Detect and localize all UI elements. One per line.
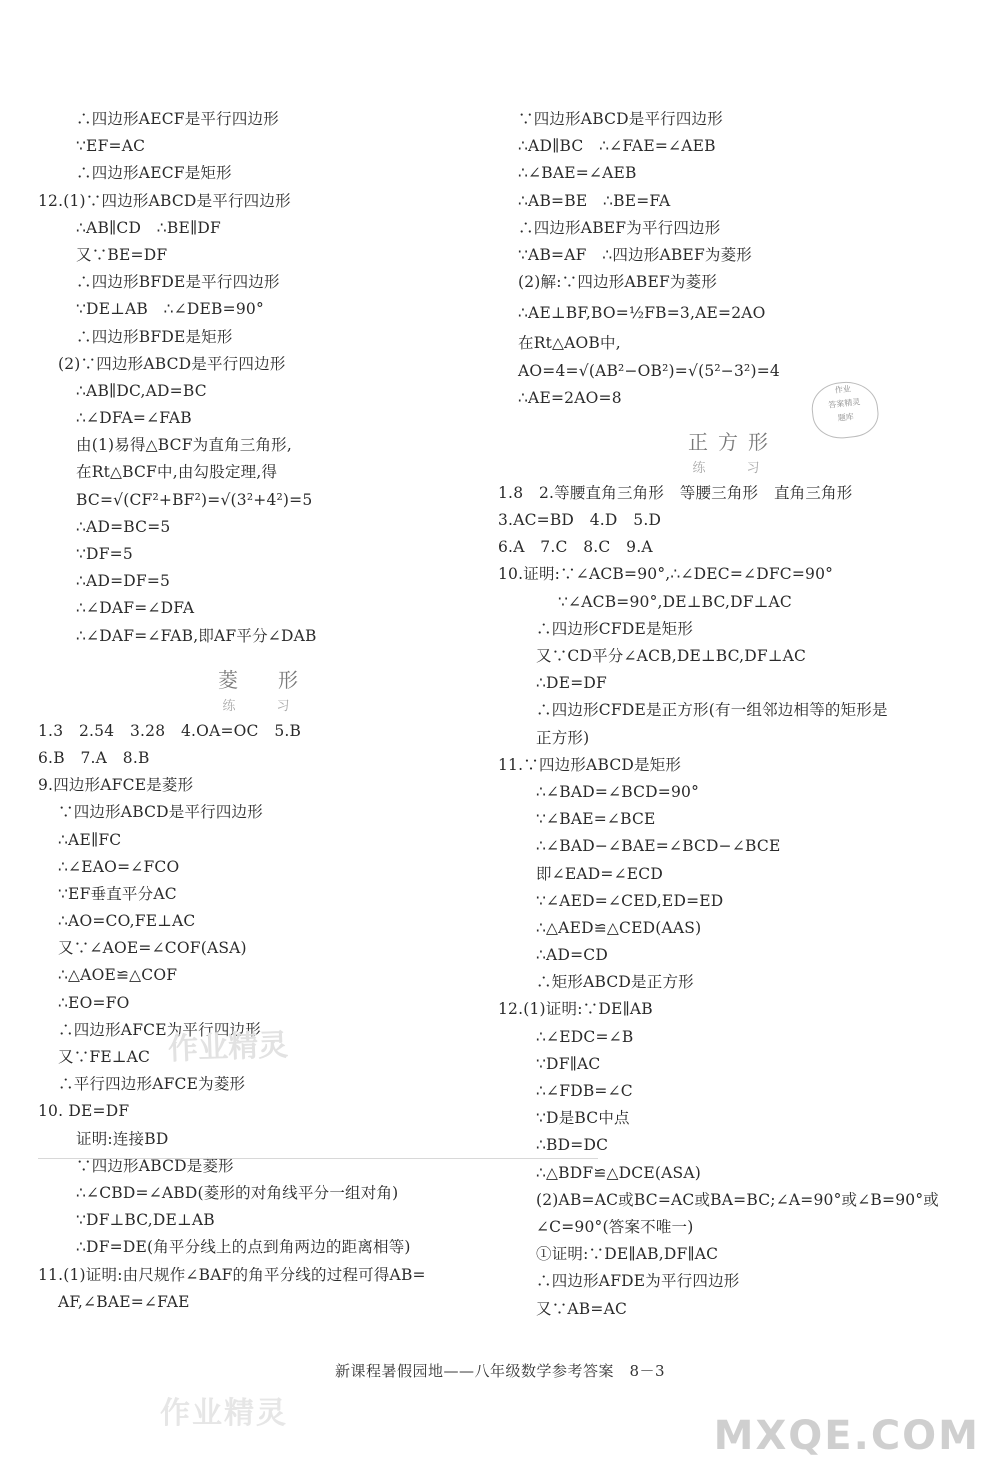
answer-line: ∴AB∥CD ∴BE∥DF [76,218,221,237]
answer-line: 由(1)易得△BCF为直角三角形, [76,436,292,455]
answer-line: ∴四边形BFDE是平行四边形 [76,273,280,292]
answer-line: 又∵∠AOE=∠COF(ASA) [58,939,247,958]
answer-line: (2)∵四边形ABCD是平行四边形 [58,354,286,373]
answer-line: ∴四边形CFDE是正方形(有一组邻边相等的矩形是 [536,701,888,720]
answer-line: ∵EF=AC [76,137,146,156]
answer-line: ∴△AOE≌△COF [58,966,178,985]
answer-line: 又∵CD平分∠ACB,DE⊥BC,DF⊥AC [536,647,807,665]
answer-line: 又∵FE⊥AC [58,1048,151,1066]
answer-line: ∵四边形ABCD是平行四边形 [518,110,723,128]
answer-line: (2)AB=AC或BC=AC或BA=BC;∠A=90°或∠B=90°或 [536,1190,939,1209]
answer-line: ∵DE⊥AB ∴∠DEB=90° [76,300,264,319]
page-footer: 新课程暑假园地——八年级数学参考答案 8－3 [334,1362,666,1380]
answer-line: ∵AB=AF ∴四边形ABEF为菱形 [518,245,752,264]
answer-line: ∴∠CBD=∠ABD(菱形的对角线平分一组对角) [76,1183,399,1202]
answer-line: ∴DE=DF [536,674,607,693]
answer-line: 12.(1)证明:∵DE∥AB [498,1000,653,1019]
answer-line: ∵EF垂直平分AC [58,884,177,903]
answer-line: ∴AD=CD [536,946,608,965]
answer-line: 6.A 7.C 8.C 9.A [498,538,653,557]
answer-line: ∵∠ACB=90°,DE⊥BC,DF⊥AC [558,592,792,611]
answer-line: ∴AB∥DC,AD=BC [76,381,207,400]
answer-line: 11.(1)证明:由尺规作∠BAF的角平分线的过程可得AB= [38,1265,426,1284]
answer-line: 1.3 2.54 3.28 4.OA=OC 5.B [38,721,302,740]
divider-line [38,1158,598,1159]
answer-line: 在Rt△BCF中,由勾股定理,得 [76,463,278,482]
answer-line: ∴四边形AECF是平行四边形 [76,110,279,128]
seal-line: 题库 [837,412,855,423]
answer-line: ∵DF⊥BC,DE⊥AB [76,1211,215,1230]
answer-line: ∴DF=DE(角平分线上的点到角两边的距离相等) [76,1238,411,1257]
answer-line: ∵∠AED=∠CED,ED=ED [536,891,724,910]
answer-line: ∴∠DFA=∠FAB [76,409,192,428]
answer-line: ∴∠DAF=∠DFA [76,599,195,618]
watermark-text: 作业精灵 [167,1027,289,1068]
answer-line: ∴平行四边形AFCE为菱形 [58,1075,246,1094]
answer-line: ∴BD=DC [536,1136,609,1155]
answer-line: ∵∠BAE=∠BCE [536,810,656,829]
answer-line: 正方形) [536,728,590,747]
answer-line: ∴∠EAO=∠FCO [58,857,180,876]
watermark-site: MXQE.COM [713,1413,980,1459]
answer-line: BC=√(CF²+BF²)=√(3²+4²)=5 [76,490,313,509]
answer-line: ∴矩形ABCD是正方形 [536,973,694,992]
answer-line: ∴四边形BFDE是矩形 [76,327,233,346]
right-column [498,106,968,1323]
answer-line: ∴∠BAD=∠BCD=90° [536,782,700,801]
answer-line: ∵DF∥AC [536,1054,601,1073]
answer-line: ∵D是BC中点 [536,1109,630,1128]
answer-line: 又∵AB=AC [536,1299,628,1318]
answer-line: ∴四边形AECF是矩形 [76,164,232,183]
answer-line: ∵四边形ABCD是平行四边形 [58,803,263,822]
answer-line: ∴∠BAE=∠AEB [518,164,637,183]
answer-line: 在Rt△AOB中, [518,334,621,353]
answer-line: 9.四边形AFCE是菱形 [38,776,194,795]
answer-line: 6.B 7.A 8.B [38,748,150,767]
answer-line: ∵DF=5 [76,545,133,563]
answer-line: ∴AE=2AO=8 [518,388,622,407]
answer-line: ∴∠FDB=∠C [536,1082,633,1100]
seal-line: 答案精灵 [827,397,861,410]
answer-line: 又∵BE=DF [76,245,168,264]
answer-line: ∴AD∥BC ∴∠FAE=∠AEB [518,137,716,156]
answer-line: AO=4=√(AB²−OB²)=√(5²−3²)=4 [518,361,780,380]
answer-line: 11.∵四边形ABCD是矩形 [498,755,682,774]
answer-line: 3.AC=BD 4.D 5.D [498,511,662,530]
answer-line: 即∠EAD=∠ECD [536,864,663,883]
answer-line: ∴△AED≌△CED(AAS) [536,918,702,937]
answer-line: ∴AE⊥BF,BO=½FB=3,AE=2AO [518,304,766,323]
section-gap [498,412,968,426]
section-subtitle: 练 习 [222,698,304,714]
answer-line: ∴∠DAF=∠FAB,即AF平分∠DAB [76,626,317,645]
answer-line: ∴△BDF≌△DCE(ASA) [536,1163,701,1182]
answer-line: ∴AO=CO,FE⊥AC [58,912,196,931]
answer-line: ∴AD=DF=5 [76,572,171,591]
left-column [38,106,488,1316]
answer-line: ∴∠BAD−∠BAE=∠BCD−∠BCE [536,837,781,856]
answer-line: ∴∠EDC=∠B [536,1027,634,1046]
answer-line: ∴AB=BE ∴BE=FA [518,191,671,210]
seal-line: 作业 [834,384,852,395]
answer-line: AF,∠BAE=∠FAE [58,1292,190,1311]
answer-line: 证明:连接BD [76,1129,169,1148]
answer-line: 10.证明:∵∠ACB=90°,∴∠DEC=∠DFC=90° [498,565,834,584]
answer-line: ∵四边形ABCD是菱形 [76,1156,234,1175]
answer-line: 1.8 2.等腰直角三角形 等腰三角形 直角三角形 [498,483,853,502]
watermark-text-bottom: 作业精灵 [160,1396,288,1431]
section-title: 菱 形 [218,667,308,692]
section-subtitle: 练 习 [692,460,774,476]
answer-line: ∴AD=BC=5 [76,517,171,536]
answer-line: ①证明:∵DE∥AB,DF∥AC [536,1245,719,1264]
answer-line: (2)解:∵四边形ABEF为菱形 [518,273,718,292]
answer-line: 12.(1)∵四边形ABCD是平行四边形 [38,191,291,210]
answer-line: ∠C=90°(答案不唯一) [536,1217,694,1236]
answer-line: ∴四边形AFCE为平行四边形 [58,1020,261,1039]
answer-line: 10. DE=DF [38,1102,130,1121]
answer-line: ∴EO=FO [58,993,130,1012]
section-title: 正方形 [688,429,778,454]
answer-line: ∴AE∥FC [58,830,122,849]
section-gap [38,650,488,664]
answer-line: ∴四边形AFDE为平行四边形 [536,1272,740,1291]
answer-line: ∴四边形ABEF为平行四边形 [518,218,721,237]
answer-line: ∴四边形CFDE是矩形 [536,619,694,638]
